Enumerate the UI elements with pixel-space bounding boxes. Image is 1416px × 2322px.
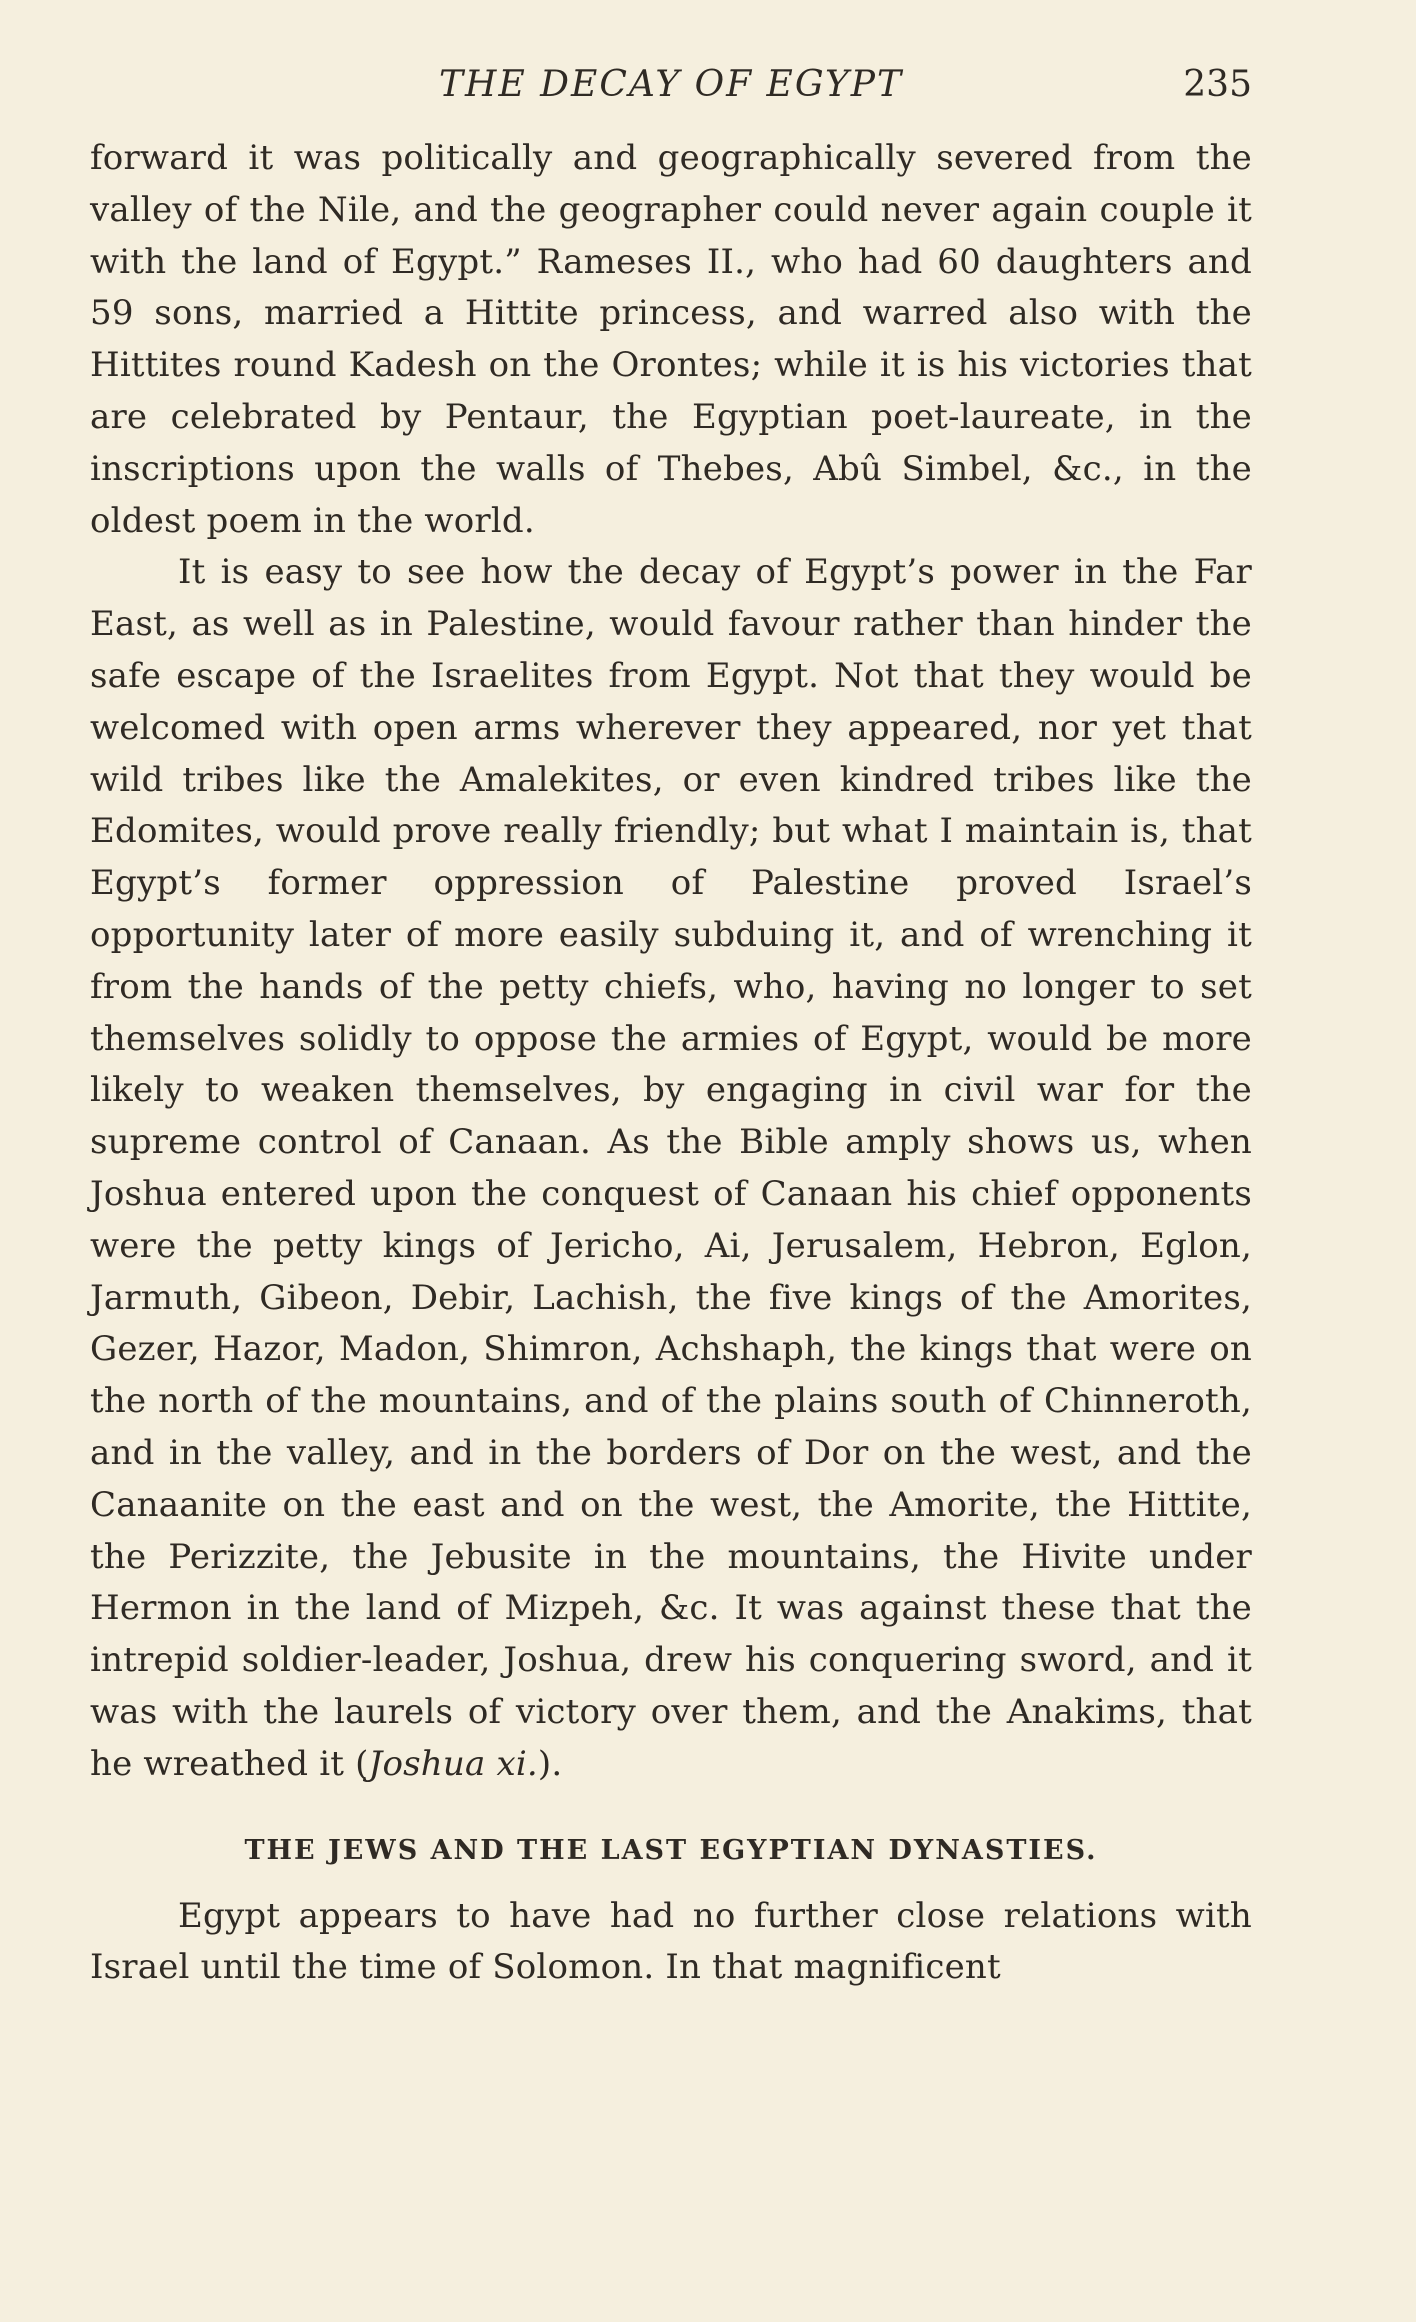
paragraph-continuation: forward it was politically and geographically severed from the valley of the Nile, and the geographer could never again couple it with the land of Egypt.” Rameses II., who had 60 daughters and 59 sons, married a Hittite princess, and warred also with the Hittites round Kadesh on the Orontes; while it is his victories that are celebrated by Pentaur, the Egyptian poet-laureate, in the inscriptions upon the walls of Thebes, Abû Simbel, &c., in the oldest poem in the world. [90,138,1252,541]
book-page [90,55,1252,2285]
paragraph-decay-of-egypt [90,547,1252,1790]
running-title: THE DECAY OF EGYPT [439,64,903,105]
body-text [90,133,1252,1994]
paragraph-text: It is easy to see how the decay of Egypt’s power in the Far East, as well as in Palestine, would favour rather than hinder the safe escape of the Israelites from Egypt. Not that they would be welcomed with open arms wherever they appeared, nor yet that wild tribes like the Amalekites, or even kindred tribes like the Edomites, would prove really friendly; but what I maintain is, that Egypt’s former oppression of Palestine proved Israel’s opportunity later of more easily subduing it, and of wrenching it from the hands of the petty chiefs, who, having no longer to set themselves solidly to oppose the armies of Egypt, would be more likely to weaken themselves, by engaging in civil war for the supreme control of Canaan. As the Bible amply shows us, when Joshua entered upon the conquest of Canaan his chief opponents were the petty kings of Jericho, Ai, Jerusalem, Hebron, Eglon, Jarmuth, Gibeon, Debir, Lachish, the five kings of the Amorites, Gezer, Hazor, Madon, Shimron, Achshaph, the kings that were on the north of the mountains, and of the plains south of Chinneroth, and in the valley, and in the borders of Dor on the west, and the Canaanite on the east and on the west, the Amorite, the Hittite, the Perizzite, the Jebusite in the mountains, the Hivite under Hermon in the land of Mizpeh, &c. It was against these that the intrepid soldier-leader, Joshua, drew his conquering sword, and it was with the laurels of victory over them, and the Anakims, that he wreathed it ( [90,552,1252,1784]
paragraph-text-end: ). [537,1743,563,1784]
page-number: 235 [1183,64,1252,105]
bible-citation: Joshua xi. [368,1743,538,1784]
page-header [90,55,1252,115]
section-heading: THE JEWS AND THE LAST EGYPTIAN DYNASTIES. [244,1834,1098,1866]
section-paragraph: Egypt appears to have had no further close relations with Israel until the time of Solomon. In that magnificent [90,1895,1252,1988]
